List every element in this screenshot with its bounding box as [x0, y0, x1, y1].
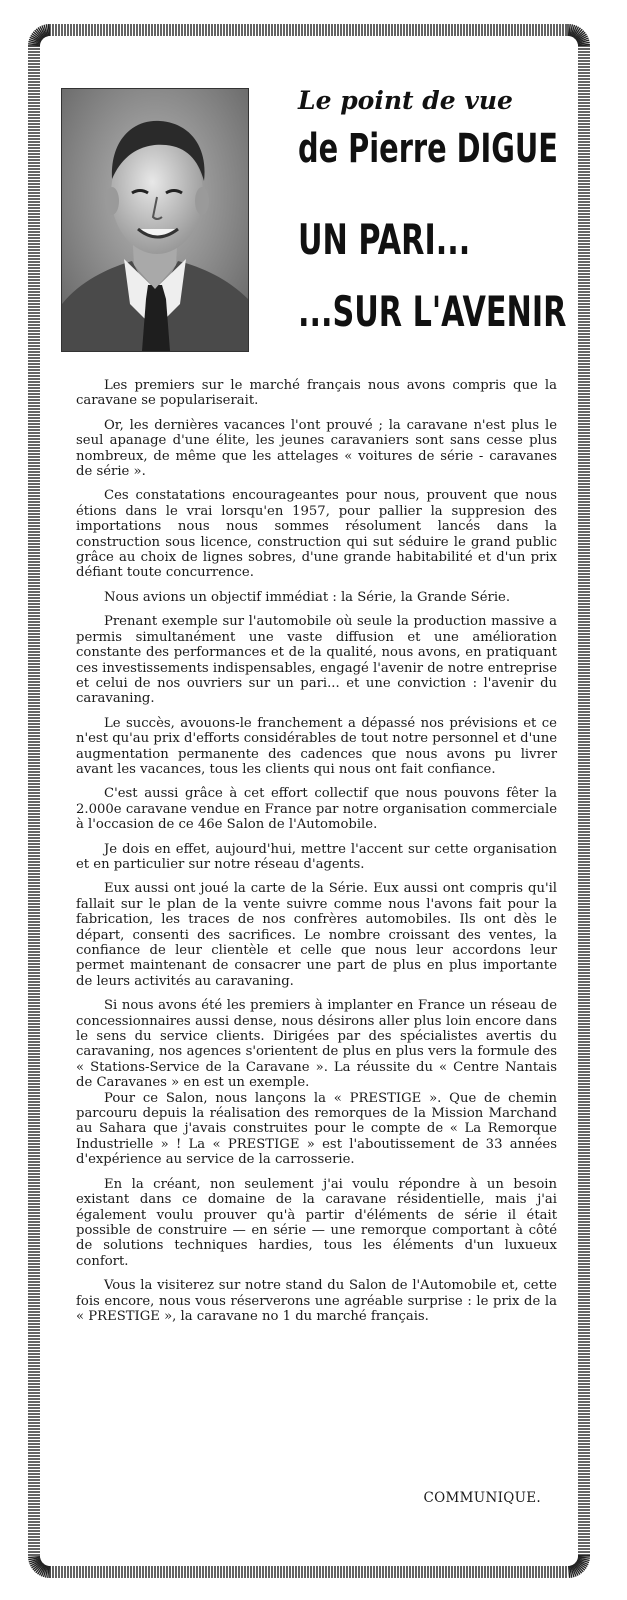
paragraph-7: C'est aussi grâce à cet effort collectif que nous pouvons fêter la 2.000e caravane vendue en France par notre organisation commerciale à l'occasion de ce 46e Salon de l'Automobile.	[76, 786, 557, 833]
paragraph-5: Prenant exemple sur l'automobile où seule la production massive a permis simultanément une vaste diffusion et une amélioration constante des performances et de la qualité, nous avons, en pratiquant ces investissements indispensables, engagé l'avenir de notre entreprise et celui de nos ouvriers sur un pari... et une conviction : l'avenir du caravaning.	[76, 614, 557, 707]
paragraph-4: Nous avions un objectif immédiat : la Série, la Grande Série.	[104, 589, 511, 605]
paragraph-2: Or, les dernières vacances l'ont prouvé ; la caravane n'est plus le seul apanage d'une élite, les jeunes caravaniers sont sans cesse plus nombreux, de même que les attelages « voitures de série - caravanes de série ».	[76, 417, 557, 480]
paragraph-10: Si nous avons été les premiers à implanter en France un réseau de concessionnaires aussi dense, nous désirons aller plus loin encore dans le sens du service clients. Dirigées par des spécialistes avertis du caravaning, nos agences s'orientent de plus en plus vers la formule des « Stations-Service de la Caravane ». La réussite du « Centre Nantais de Caravanes » en est un exemple.	[76, 998, 557, 1091]
author-line: de Pierre DIGUE	[298, 126, 558, 172]
author-portrait	[61, 88, 249, 352]
headline-line-2: ...SUR L'AVENIR	[298, 287, 567, 336]
paragraph-6: Le succès, avouons-le franchement a dépassé nos prévisions et ce n'est qu'au prix d'efforts considérables de tout notre personnel et d'une augmentation permanente des cadences que nous avons pu livrer avant les vacances, tous les clients qui nous ont fait confiance.	[76, 715, 557, 777]
portrait-photo-icon	[62, 89, 248, 351]
paragraph-9: Eux aussi ont joué la carte de la Série. Eux aussi ont compris qu'il fallait sur le plan de la vente suivre comme nous l'avons fait pour la fabrication, les traces de nos confrères automobiles. Ils ont dès le départ, consenti des sacrifices. Le nombre croissant des ventes, la confiance de leur clientèle et celle que nous leur accordons leur permet maintenant de consacrer une part de plus en plus importante de leurs activités au caravaning.	[76, 881, 557, 989]
paragraph-11: Pour ce Salon, nous lançons la « PRESTIGE ». Que de chemin parcouru depuis la réalisation des remorques de la Mission Marchand au Sahara que j'avais construites pour le compte de « La Remorque Industrielle » ! La « PRESTIGE » est l'aboutissement de 33 années d'expérience au service de la carrosserie.	[76, 1090, 557, 1168]
kicker-title: Le point de vue	[298, 86, 513, 115]
paragraph-1: Les premiers sur le marché français nous avons compris que la caravane se populariserait.	[76, 378, 557, 409]
paragraph-3: Ces constatations encourageantes pour nous, prouvent que nous étions dans le vrai lorsqu'en 1957, pour pallier la suppresion des importations nous nous sommes résolument lancés dans la construction sous licence, construction qui sut séduire le grand public grâce au choix de lignes sobres, d'une grande habitabilité et d'un prix défiant toute concurrence.	[76, 488, 557, 581]
paragraph-13: Vous la visiterez sur notre stand du Salon de l'Automobile et, cette fois encore, nous vous réserverons une agréable surprise : le prix de la « PRESTIGE », la caravane no 1 du marché français.	[76, 1278, 557, 1324]
paragraph-8: Je dois en effet, aujourd'hui, mettre l'accent sur cette organisation et en particulier sur notre réseau d'agents.	[76, 841, 557, 872]
article-body	[76, 378, 557, 1333]
signature: COMMUNIQUE.	[423, 1490, 541, 1506]
headline-line-1: UN PARI...	[298, 215, 471, 264]
paragraph-12: En la créant, non seulement j'ai voulu répondre à un besoin existant dans ce domaine de la caravane résidentielle, mais j'ai également voulu prouver qu'à partir d'éléments de série il était possible de construire — en série — une remorque comportant à côté de solutions techniques hardies, tous les éléments d'un luxueux confort.	[76, 1176, 557, 1269]
